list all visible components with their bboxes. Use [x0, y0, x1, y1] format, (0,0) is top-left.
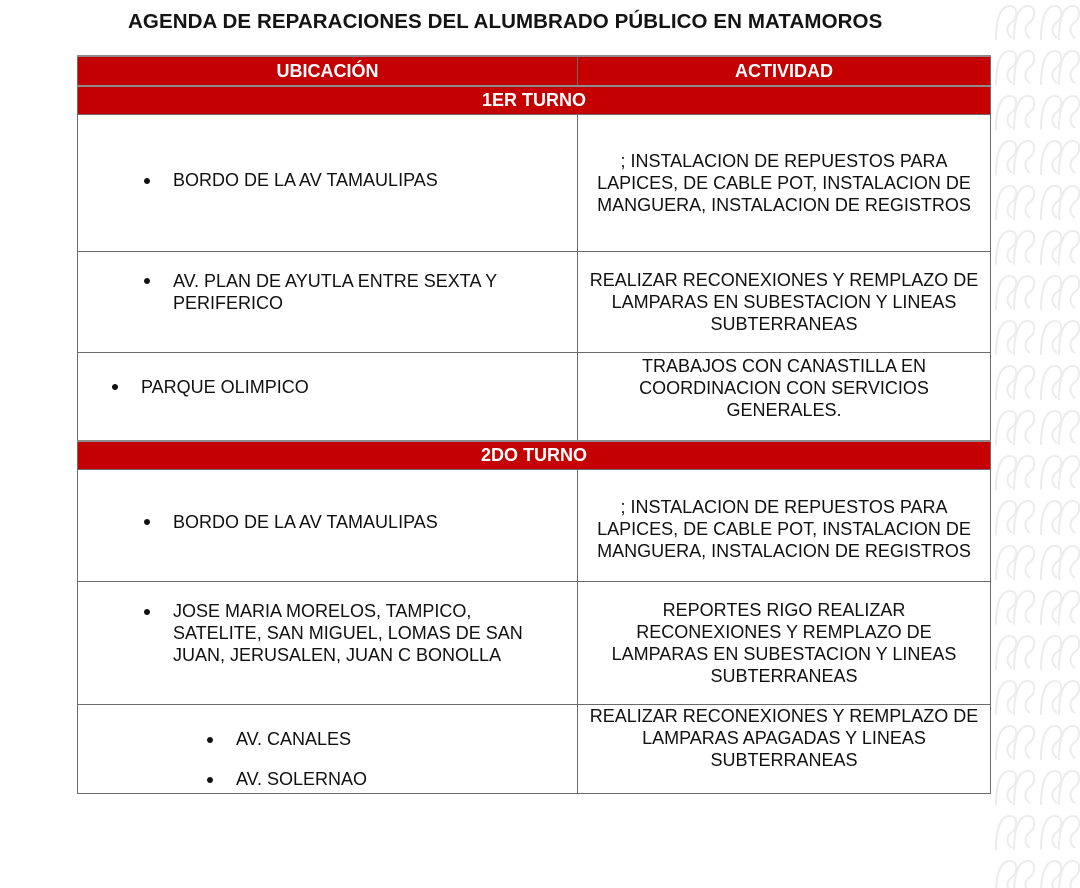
bullet-icon — [144, 519, 150, 525]
bullet-icon — [207, 777, 213, 783]
bullet-icon — [207, 737, 213, 743]
activity-text: REALIZAR RECONEXIONES Y REMPLAZO DE LAMPARAS APAGADAS Y LINEAS SUBTERRANEAS — [589, 705, 979, 770]
shift-label-1: 1ER TURNO — [78, 86, 991, 115]
decorative-watermark-pattern — [990, 0, 1080, 888]
activity-cell — [578, 353, 991, 441]
location-text: AV. PLAN DE AYUTLA ENTRE SEXTA Y PERIFERICO — [173, 271, 497, 313]
table-row — [78, 252, 991, 353]
column-header-location: UBICACIÓN — [78, 56, 578, 86]
activity-text: REALIZAR RECONEXIONES Y REMPLAZO DE LAMPARAS EN SUBESTACION Y LINEAS SUBTERRANEAS — [589, 270, 979, 334]
location-cell — [78, 469, 578, 581]
column-header-activity: ACTIVIDAD — [578, 56, 991, 86]
location-cell — [78, 581, 578, 704]
header-row — [78, 56, 991, 86]
table-row — [78, 115, 991, 252]
location-cell — [78, 353, 578, 441]
table-row — [78, 353, 991, 441]
activity-cell — [578, 469, 991, 581]
table-row — [78, 581, 991, 704]
location-text: BORDO DE LA AV TAMAULIPAS — [173, 170, 438, 190]
activity-text: TRABAJOS CON CANASTILLA EN COORDINACION CON SERVICIOS GENERALES. — [639, 356, 929, 421]
table-row — [78, 469, 991, 581]
location-cell — [78, 252, 578, 353]
shift-row-2 — [78, 441, 991, 470]
repair-schedule-table — [77, 55, 991, 794]
location-text: PARQUE OLIMPICO — [141, 377, 309, 397]
location-text: AV. SOLERNAO — [236, 768, 368, 789]
activity-cell — [578, 115, 991, 252]
location-text: JOSE MARIA MORELOS, TAMPICO, SATELITE, SAN MIGUEL, LOMAS DE SAN JUAN, JERUSALEN, JUAN C BONOLLA — [173, 600, 523, 665]
location-text: AV. CANALES — [236, 728, 352, 749]
location-cell — [78, 704, 578, 793]
bullet-icon — [144, 278, 150, 284]
location-cell — [78, 115, 578, 252]
shift-label-2: 2DO TURNO — [78, 441, 991, 470]
location-text: BORDO DE LA AV TAMAULIPAS — [173, 511, 438, 532]
activity-text: REPORTES RIGO REALIZAR RECONEXIONES Y REMPLAZO DE LAMPARAS EN SUBESTACION Y LINEAS SUBTERRANEAS — [611, 599, 957, 686]
activity-cell — [578, 704, 991, 793]
activity-text: ; INSTALACION DE REPUESTOS PARA LAPICES, DE CABLE POT, INSTALACION DE MANGUERA, INSTALACION DE REGISTROS — [597, 151, 971, 215]
bullet-icon — [144, 178, 150, 184]
activity-cell — [578, 252, 991, 353]
shift-row-1 — [78, 86, 991, 115]
table-row — [78, 704, 991, 793]
document-title: AGENDA DE REPARACIONES DEL ALUMBRADO PÚBLICO EN MATAMOROS — [128, 10, 883, 33]
bullet-icon — [144, 609, 150, 615]
bullet-icon — [112, 384, 118, 390]
activity-cell — [578, 581, 991, 704]
activity-text: ; INSTALACION DE REPUESTOS PARA LAPICES, DE CABLE POT, INSTALACION DE MANGUERA, INSTALACION DE REGISTROS — [597, 497, 971, 561]
